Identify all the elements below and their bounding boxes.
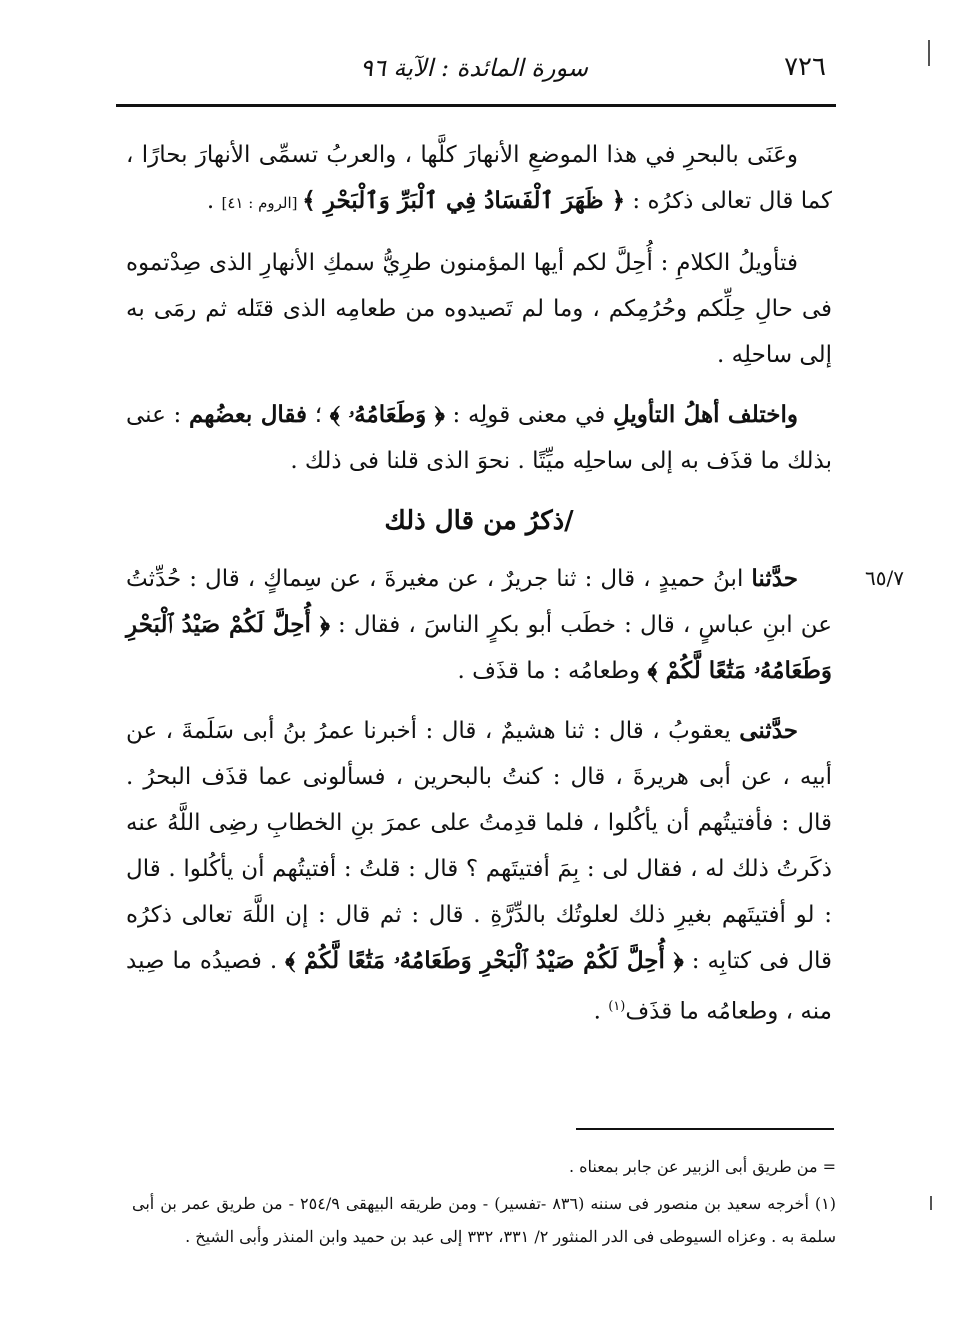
quran-quote: ﴿ ظَهَرَ ٱلْفَسَادُ فِي ٱلْبَرِّ وَٱلْبَحْرِ ﴾ [302,187,626,214]
paragraph-4-text-end: وطعامُه : ما قذَف . [457,658,648,684]
scan-mark [928,40,930,66]
bold-phrase: واختلف أهلُ التأويلِ [612,401,799,428]
section-heading: /ذكرُ من قال ذلك [384,506,574,536]
quran-quote: ﴿ وَطَعَامُهُۥ ﴾ [329,401,445,428]
footnote-1: (١) أخرجه سعيد بن منصور فى سننه (٨٣٦ -تفسير) - ومن طريقه البيهقى ٢٥٤/٩ - من طريق عمر بن أبى سلمة به . وعزاه السيوطى فى الدر المنثور ٢/ ٣٣١، ٣٣٢ إلى عبد بن حميد وابن المنذر وأبى الشيخ . [132,1194,836,1246]
paragraph-3-text-end: : عنى بذلك ما قذَف به إلى ساحلِه ميِّتًا . نحوَ الذى قلنا فى ذلك . [126,402,832,474]
narration-opening: حدَّثنى [739,717,798,744]
footnote-marker: (١) [608,999,626,1014]
paragraph-2 [126,240,832,378]
header-divider [116,104,836,107]
verse-reference: [الروم : ٤١] [221,194,303,212]
quran-quote: ﴿ أُحِلَّ لَكُمْ صَيْدُ ٱلْبَحْرِ وَطَعَامُهُۥ مَتَٰعًا لَّكُمْ ﴾ [126,611,832,684]
bold-phrase: فقال بعضُهم [188,401,308,428]
paragraph-3 [126,392,832,484]
paragraph-4-text: ابنُ حميدٍ ، قال : ثنا جريرٌ ، عن مغيرةَ ، عن سِماكٍ ، قال : حُدِّثتُ عن ابنِ عباسٍ ، قال : خطَب أبو بكرٍ الناسَ ، فقال : [126,566,832,638]
page-number: ٧٢٦ [784,52,826,82]
paragraph-1-end: . [206,188,222,214]
footnote-continuation: = من طريق أبى الزبير عن جابر بمعناه . [568,1157,836,1176]
quran-quote: ﴿ أُحِلَّ لَكُمْ صَيْدُ ٱلْبَحْرِ وَطَعَامُهُۥ مَتَٰعًا لَّكُمْ ﴾ [285,947,684,974]
main-text [126,132,832,1049]
paragraph-3-text: في معنى قولِه : [444,402,613,428]
narration-opening: حدَّثنا [751,565,799,592]
paragraph-2-text: فتأويلُ الكلامِ : أُحِلَّ لكم أيها المؤمنون طرِيُّ سمكِ الأنهارِ الذى صِدْتموه فى حالِ حِلِّكم وحُرُمِكم ، وما لم تَصيدوه من طعامِه الذى قتَله ثم رمَى به إلى ساحلِه . [126,250,832,368]
page-header [116,48,832,92]
paragraph-3-separator: ؛ [307,402,330,428]
margin-reference: ٦٥/٧ [865,566,904,590]
paragraph-5-text: يعقوبُ ، قال : ثنا هشيمٌ ، قال : أخبرنا عمرُ بنُ أبى سَلَمةَ ، عن أبيه ، عن أبى هريرةَ ، قال : كنتُ بالبحرين ، فسألونى عما قذَف البحرُ . قال : فأفتيتُهم أن يأكُلوا ، فلما قدِمتُ على عمرَ بنِ الخطابِ رضِى اللَّهُ عنه ذكَرتُ ذلك له ، فقال لى : بِمَ أفتيتَهم ؟ قال : قلتُ : أفتيتُهم أن يأكُلوا . قال : لو أفتيتَهم بغيرِ ذلك لعلوتُك بالدِّرَّةِ . قال : ثم قال : إن اللَّهَ تعالى ذكرُه قال فى كتابِه : [126,718,832,974]
footnotes [132,1150,836,1257]
paragraph-5-text-end: . فصيدُه ما صِيد منه ، وطعامُه ما قذَف [126,948,832,1025]
scan-mark [930,1196,932,1210]
paragraph-4 [126,556,832,694]
paragraph-5-end: . [593,998,609,1025]
paragraph-5 [126,708,832,1035]
paragraph-1 [126,132,832,226]
footnote-divider [576,1128,834,1130]
paragraph-1-text: وعَنَى بالبحرِ في هذا الموضعِ الأنهارَ كلَّها ، والعربُ تسمِّى الأنهارَ بحارًا ، كما قال تعالى ذكرُه : [126,142,832,214]
running-title: سورة المائدة : الآية ٩٦ [360,54,588,82]
